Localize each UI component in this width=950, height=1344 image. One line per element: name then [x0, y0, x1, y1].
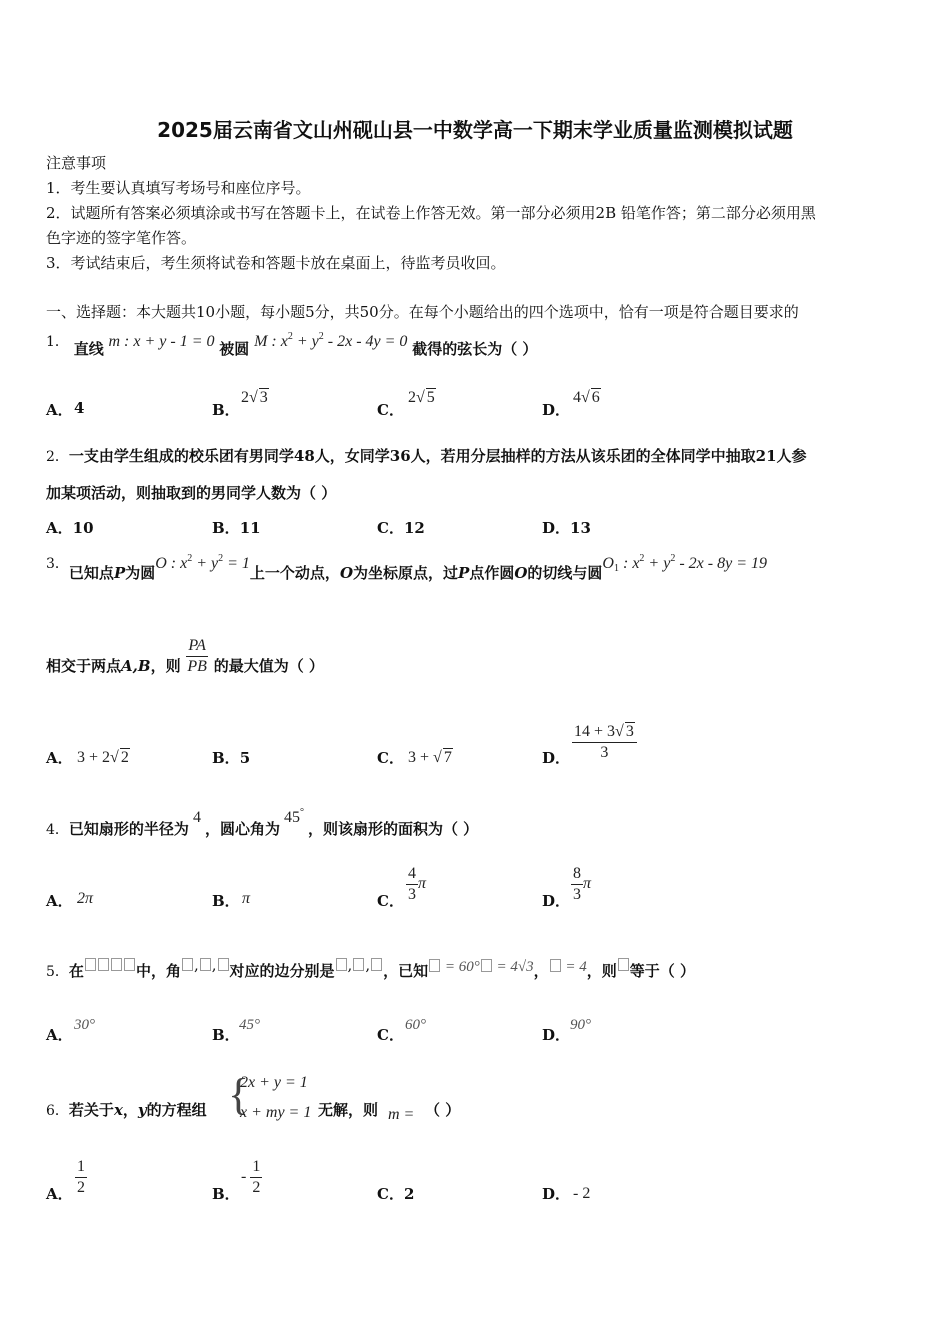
- question-3-line-1: 3．已知点P为圆O : $x^2 + y^2 = 1$上一个动点，O为坐标原点，过P点作圆O的切线与圆$O_1$ : $x^2 + y^2 - 2x - 8y = 19$: [46, 553, 767, 582]
- q1-circle-equation: M : $x^2 + y^2 - 2x - 4y = 0$: [254, 331, 408, 350]
- q6-option-d-value: - 2: [573, 1185, 591, 1202]
- q6-option-b-label: B．: [212, 1185, 240, 1203]
- q1-option-d-value: 4√ 6: [573, 389, 600, 406]
- q4-option-d-value: $\frac{8}{3}$ π: [573, 865, 592, 903]
- q3-option-c-value: 3 + √ 7: [408, 749, 452, 766]
- q1-option-c-label: C．: [377, 401, 404, 419]
- q1-text-3: 截得的弦长为（ ）: [412, 340, 538, 358]
- q6-option-a-label: A．: [46, 1185, 73, 1203]
- q5-given-2: = 4√3: [480, 959, 534, 975]
- q3-circle-o1-equation: $O_1$ : $x^2 + y^2 - 2x - 8y = 19$: [602, 553, 767, 574]
- q3-ratio-fraction: $\frac{PA}{PB}$: [187, 637, 207, 675]
- q1-option-b-label: B．: [212, 401, 240, 419]
- section-heading: 一、选择题：本大题共10小题，每小题5分，共50分。在每个小题给出的四个选项中，恰有一项是符合题目要求的: [46, 303, 799, 321]
- q3-circle-o-equation: O : $x^2 + y^2 = 1$: [155, 553, 250, 572]
- q1-text-1: 直线: [73, 340, 104, 358]
- q6-m-expression: m =: [388, 1106, 415, 1123]
- question-4: 4．已知扇形的半径为4，圆心角为45°，则该扇形的面积为（ ）: [46, 807, 479, 838]
- q5-option-c-label: C．: [377, 1026, 404, 1044]
- question-2-line-1: [46, 445, 807, 466]
- q6-equation-1: 2x + y = 1: [240, 1074, 308, 1091]
- question-1: [46, 330, 538, 358]
- q1-line-equation: m : x + y - 1 = 0: [108, 333, 215, 350]
- q4-option-b-label: B．: [212, 892, 240, 910]
- notice-item-3: 3．考试结束后，考生须将试卷和答题卡放在桌面上，待监考员收回。: [46, 254, 506, 272]
- q6-text-3: （ ）: [425, 1101, 461, 1119]
- q2-number: 2．: [46, 449, 69, 465]
- q1-option-a-label: A．: [46, 401, 73, 419]
- q6-option-b-value: - $\frac{1}{2}$: [241, 1158, 261, 1196]
- q2-option-a: A．10: [46, 519, 94, 537]
- q5-option-b-value: 45°: [239, 1017, 260, 1033]
- q6-brace: {: [228, 1070, 250, 1119]
- q5-angles-placeholder: , ,: [181, 956, 230, 974]
- q4-number: 4．: [46, 822, 69, 838]
- question-6-text-1: 6．若关于x，y的方程组: [46, 1101, 207, 1119]
- q4-radius: 4: [192, 809, 201, 826]
- q5-option-c-value: 60°: [405, 1017, 426, 1033]
- q3-option-d-label: D．: [542, 749, 571, 767]
- q3-option-d-value: $\frac{14 + 3√ 3}{3}$: [572, 722, 637, 763]
- q4-option-a-label: A．: [46, 892, 73, 910]
- notice-item-2: 2．试题所有答案必须填涂或书写在答题卡上，在试卷上作答无效。第一部分必须用2B 铅笔作答；第二部分必须用黑: [46, 204, 816, 222]
- q1-option-a-value: 4: [74, 399, 85, 417]
- q6-number: 6．: [46, 1103, 69, 1119]
- question-5: 5．在 中，角 , , 对应的边分别是 , , ，已知 = 60° = 4√3， = 4，则 等于（ ）: [46, 956, 695, 980]
- question-3-line-2: 相交于两点A,B，则 $\frac{PA}{PB}$ 的最大值为（ ）: [46, 637, 324, 675]
- q3-option-a-value: 3 + 2√ 2: [77, 749, 129, 766]
- q1-text-2: 被圆: [219, 340, 250, 358]
- q4-angle: 45°: [283, 807, 304, 826]
- q3-option-c-label: C．: [377, 749, 404, 767]
- q3-number: 3．: [46, 556, 69, 572]
- q2-option-d: D．13: [542, 519, 591, 537]
- q2-text-1: 一支由学生组成的校乐团有男同学48人，女同学36人，若用分层抽样的方法从该乐团的全体同学中抽取21人参: [68, 447, 807, 465]
- q1-option-b-value: 2√ 3: [241, 389, 268, 406]
- q4-option-a-value: 2π: [77, 890, 94, 907]
- q5-sides-placeholder: , ,: [335, 956, 384, 974]
- q6-option-c: C．2: [377, 1185, 415, 1203]
- q4-option-c-label: C．: [377, 892, 404, 910]
- notice-heading: 注意事项: [46, 154, 107, 172]
- q4-option-d-label: D．: [542, 892, 571, 910]
- notice-item-1: 1．考生要认真填写考场号和座位序号。: [46, 179, 311, 197]
- q6-equation-2: x + my = 1: [240, 1104, 312, 1121]
- q2-option-c: C．12: [377, 519, 425, 537]
- q3-option-b: B．5: [212, 749, 251, 767]
- q5-given-3: = 4: [549, 959, 587, 975]
- q6-option-a-value: $\frac{1}{2}$: [77, 1158, 85, 1196]
- q5-given-1: = 60°: [428, 959, 480, 975]
- notice-item-2-cont: 色字迹的签字笔作答。: [46, 229, 197, 247]
- q3-option-a-label: A．: [46, 749, 73, 767]
- q5-option-d-label: D．: [542, 1026, 571, 1044]
- q5-option-b-label: B．: [212, 1026, 240, 1044]
- q5-number: 5．: [46, 964, 69, 980]
- q5-option-a-label: A．: [46, 1026, 73, 1044]
- q5-option-a-value: 30°: [74, 1017, 95, 1033]
- q5-triangle-placeholder: [84, 956, 136, 974]
- q2-option-b: B．11: [212, 519, 261, 537]
- q1-number: 1．: [46, 334, 69, 350]
- q6-option-d-label: D．: [542, 1185, 571, 1203]
- q4-option-b-value: π: [242, 890, 251, 907]
- q6-text-2: 无解，则: [318, 1101, 379, 1119]
- q1-option-d-label: D．: [542, 401, 571, 419]
- question-2-line-2: 加某项活动，则抽取到的男同学人数为（ ）: [46, 484, 337, 502]
- q5-option-d-value: 90°: [570, 1017, 591, 1033]
- q4-option-c-value: $\frac{4}{3}$ π: [408, 865, 427, 903]
- q1-option-c-value: 2√ 5: [408, 389, 435, 406]
- document-title: 2025届云南省文山州砚山县一中数学高一下期末学业质量监测模拟试题: [157, 118, 793, 142]
